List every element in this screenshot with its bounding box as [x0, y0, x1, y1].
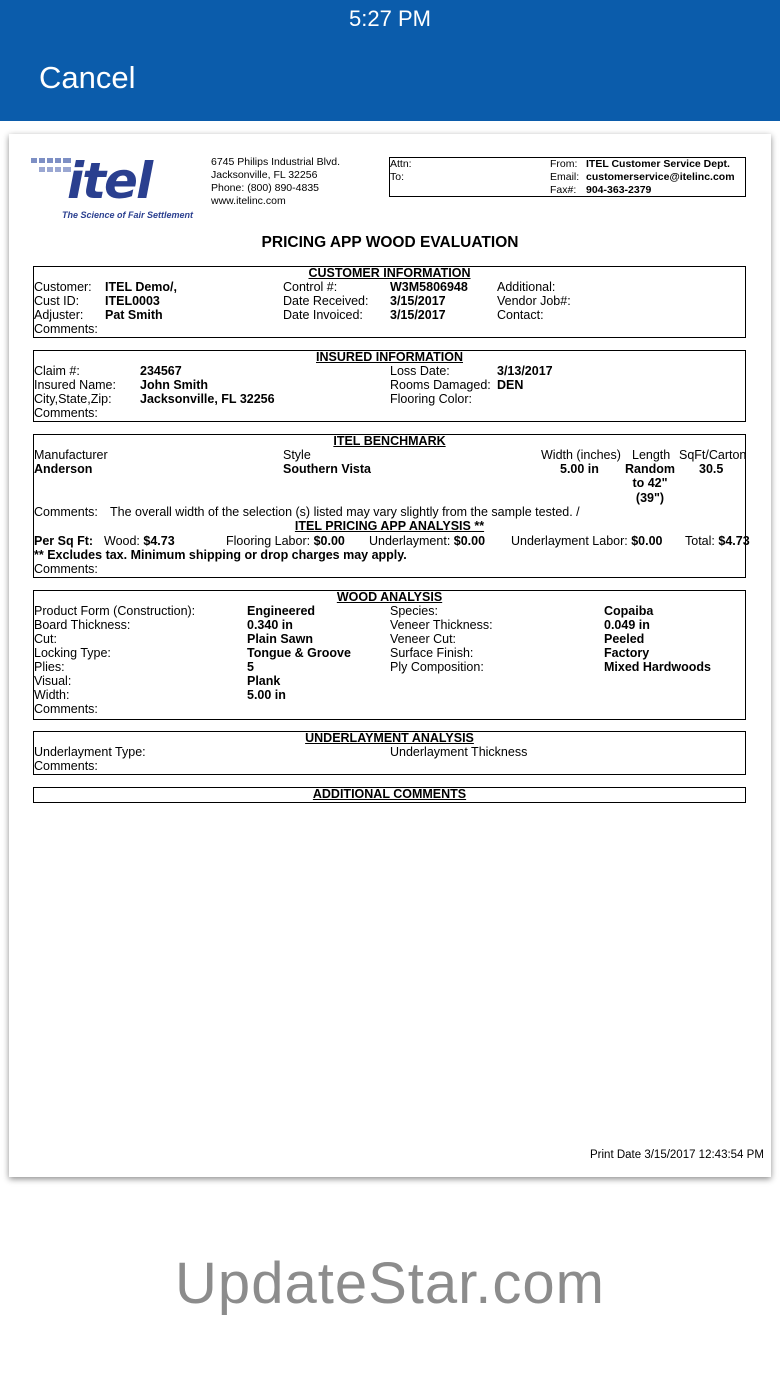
section-header: UNDERLAYMENT ANALYSIS	[305, 731, 474, 745]
underlayment-type-label: Underlayment Type:	[34, 745, 146, 759]
style-value: Southern Vista	[283, 462, 371, 476]
rooms-damaged-value: DEN	[497, 378, 524, 392]
flooring-color-label: Flooring Color:	[390, 392, 472, 406]
comments-label: Comments:	[34, 702, 98, 716]
address-line-1: 6745 Philips Industrial Blvd.	[211, 156, 340, 168]
section-header: ADDITIONAL COMMENTS	[312, 787, 467, 801]
underlayment-thickness-label: Underlayment Thickness	[390, 745, 528, 759]
length-value: Random to 42" (39")	[625, 462, 675, 505]
document-page[interactable]	[9, 134, 771, 1177]
contact-box	[389, 157, 746, 197]
email-label: Email:	[550, 171, 580, 183]
product-form-value: Engineered	[247, 604, 316, 618]
document-title: PRICING APP WOOD EVALUATION	[261, 234, 519, 251]
vendor-job-label: Vendor Job#:	[497, 294, 571, 308]
date-invoiced-value: 3/15/2017	[390, 308, 446, 322]
wood-price: Wood: $4.73	[104, 534, 175, 548]
underlayment-labor-price: Underlayment Labor: $0.00	[511, 534, 663, 548]
customer-value: ITEL Demo/,	[105, 280, 178, 294]
veneer-thickness-label: Veneer Thickness:	[390, 618, 493, 632]
section-header: CUSTOMER INFORMATION	[308, 266, 471, 280]
from-label: From:	[550, 158, 578, 170]
product-form-label: Product Form (Construction):	[34, 604, 196, 618]
manufacturer-value: Anderson	[34, 462, 93, 476]
cust-id-value: ITEL0003	[105, 294, 160, 308]
plies-value: 5	[247, 660, 254, 674]
cust-id-label: Cust ID:	[34, 294, 80, 308]
date-received-label: Date Received:	[283, 294, 369, 308]
print-date: Print Date 3/15/2017 12:43:54 PM	[590, 1149, 764, 1161]
surface-finish-label: Surface Finish:	[390, 646, 474, 660]
board-thickness-value: 0.340 in	[247, 618, 293, 632]
fax-label: Fax#:	[550, 184, 577, 196]
width-label: Width (inches)	[541, 448, 621, 462]
comments-label: Comments:	[34, 406, 98, 420]
locking-type-value: Tongue & Groove	[247, 646, 351, 660]
sqft-carton-value: 30.5	[699, 462, 724, 476]
underlayment-analysis-section	[33, 731, 746, 775]
control-value: W3M5806948	[390, 280, 468, 294]
width-label: Width:	[34, 688, 70, 702]
comments-label: Comments:	[34, 759, 98, 773]
ply-composition-label: Ply Composition:	[390, 660, 484, 674]
flooring-labor-price: Flooring Labor: $0.00	[226, 534, 345, 548]
insured-name-value: John Smith	[140, 378, 209, 392]
attn-label: Attn:	[390, 158, 412, 170]
board-thickness-label: Board Thickness:	[34, 618, 131, 632]
pricing-note: ** Excludes tax. Minimum shipping or drop charges may apply.	[34, 548, 407, 562]
visual-label: Visual:	[34, 674, 72, 688]
company-address	[211, 156, 340, 208]
insured-name-label: Insured Name:	[34, 378, 116, 392]
insured-information-section	[33, 350, 746, 422]
city-state-zip-value: Jacksonville, FL 32256	[140, 392, 275, 406]
species-value: Copaiba	[604, 604, 654, 618]
email-value: customerservice@itelinc.com	[586, 171, 735, 183]
from-value: ITEL Customer Service Dept.	[586, 158, 730, 170]
pricing-analysis-header: ITEL PRICING APP ANALYSIS **	[294, 519, 485, 533]
date-received-value: 3/15/2017	[390, 294, 446, 308]
to-label: To:	[390, 171, 405, 183]
length-label: Length	[632, 448, 671, 462]
additional-comments-section	[33, 787, 746, 803]
company-website: www.itelinc.com	[211, 195, 286, 207]
company-phone: Phone: (800) 890-4835	[211, 182, 319, 194]
top-navigation-bar	[0, 0, 780, 121]
logo-wordmark: itel	[67, 152, 152, 210]
logo-tagline: The Science of Fair Settlement	[62, 210, 194, 220]
loss-date-value: 3/13/2017	[497, 364, 553, 378]
per-sq-ft-label: Per Sq Ft:	[34, 534, 94, 548]
adjuster-value: Pat Smith	[105, 308, 163, 322]
additional-label: Additional:	[497, 280, 556, 294]
section-header: INSURED INFORMATION	[316, 350, 463, 364]
date-invoiced-label: Date Invoiced:	[283, 308, 363, 322]
rooms-damaged-label: Rooms Damaged:	[390, 378, 491, 392]
section-header: ITEL BENCHMARK	[333, 434, 446, 448]
watermark-text: UpdateStar.com	[175, 1251, 605, 1316]
claim-label: Claim #:	[34, 364, 80, 378]
customer-information-section	[33, 266, 746, 338]
species-label: Species:	[390, 604, 438, 618]
section-header: WOOD ANALYSIS	[336, 590, 443, 604]
cut-value: Plain Sawn	[247, 632, 313, 646]
status-time: 5:27 PM	[349, 6, 431, 31]
visual-value: Plank	[247, 674, 281, 688]
plies-label: Plies:	[34, 660, 65, 674]
control-label: Control #:	[283, 280, 338, 294]
address-line-2: Jacksonville, FL 32256	[211, 169, 318, 181]
comments-label: Comments:	[34, 322, 98, 336]
loss-date-label: Loss Date:	[390, 364, 450, 378]
manufacturer-label: Manufacturer	[34, 448, 108, 462]
locking-type-label: Locking Type:	[34, 646, 111, 660]
width-value: 5.00 in	[560, 462, 599, 476]
wood-analysis-section	[33, 590, 746, 720]
sqft-carton-label: SqFt/Carton	[679, 448, 747, 462]
itel-benchmark-section	[33, 434, 750, 578]
surface-finish-value: Factory	[604, 646, 650, 660]
benchmark-comments-value: The overall width of the selection (s) listed may vary slightly from the sample tested. /	[110, 505, 580, 519]
underlayment-price: Underlayment: $0.00	[369, 534, 486, 548]
pricing-comments-label: Comments:	[34, 562, 98, 576]
adjuster-label: Adjuster:	[34, 308, 84, 322]
width-value: 5.00 in	[247, 688, 286, 702]
customer-label: Customer:	[34, 280, 92, 294]
cancel-button[interactable]: Cancel	[39, 60, 136, 95]
claim-value: 234567	[140, 364, 182, 378]
cut-label: Cut:	[34, 632, 57, 646]
veneer-thickness-value: 0.049 in	[604, 618, 650, 632]
city-state-zip-label: City,State,Zip:	[34, 392, 112, 406]
total-price: Total: $4.73	[685, 534, 750, 548]
contact-label: Contact:	[497, 308, 544, 322]
fax-value: 904-363-2379	[586, 184, 652, 196]
veneer-cut-value: Peeled	[604, 632, 645, 646]
veneer-cut-label: Veneer Cut:	[390, 632, 457, 646]
style-label: Style	[283, 448, 311, 462]
benchmark-comments-label: Comments:	[34, 505, 98, 519]
ply-composition-value: Mixed Hardwoods	[604, 660, 711, 674]
